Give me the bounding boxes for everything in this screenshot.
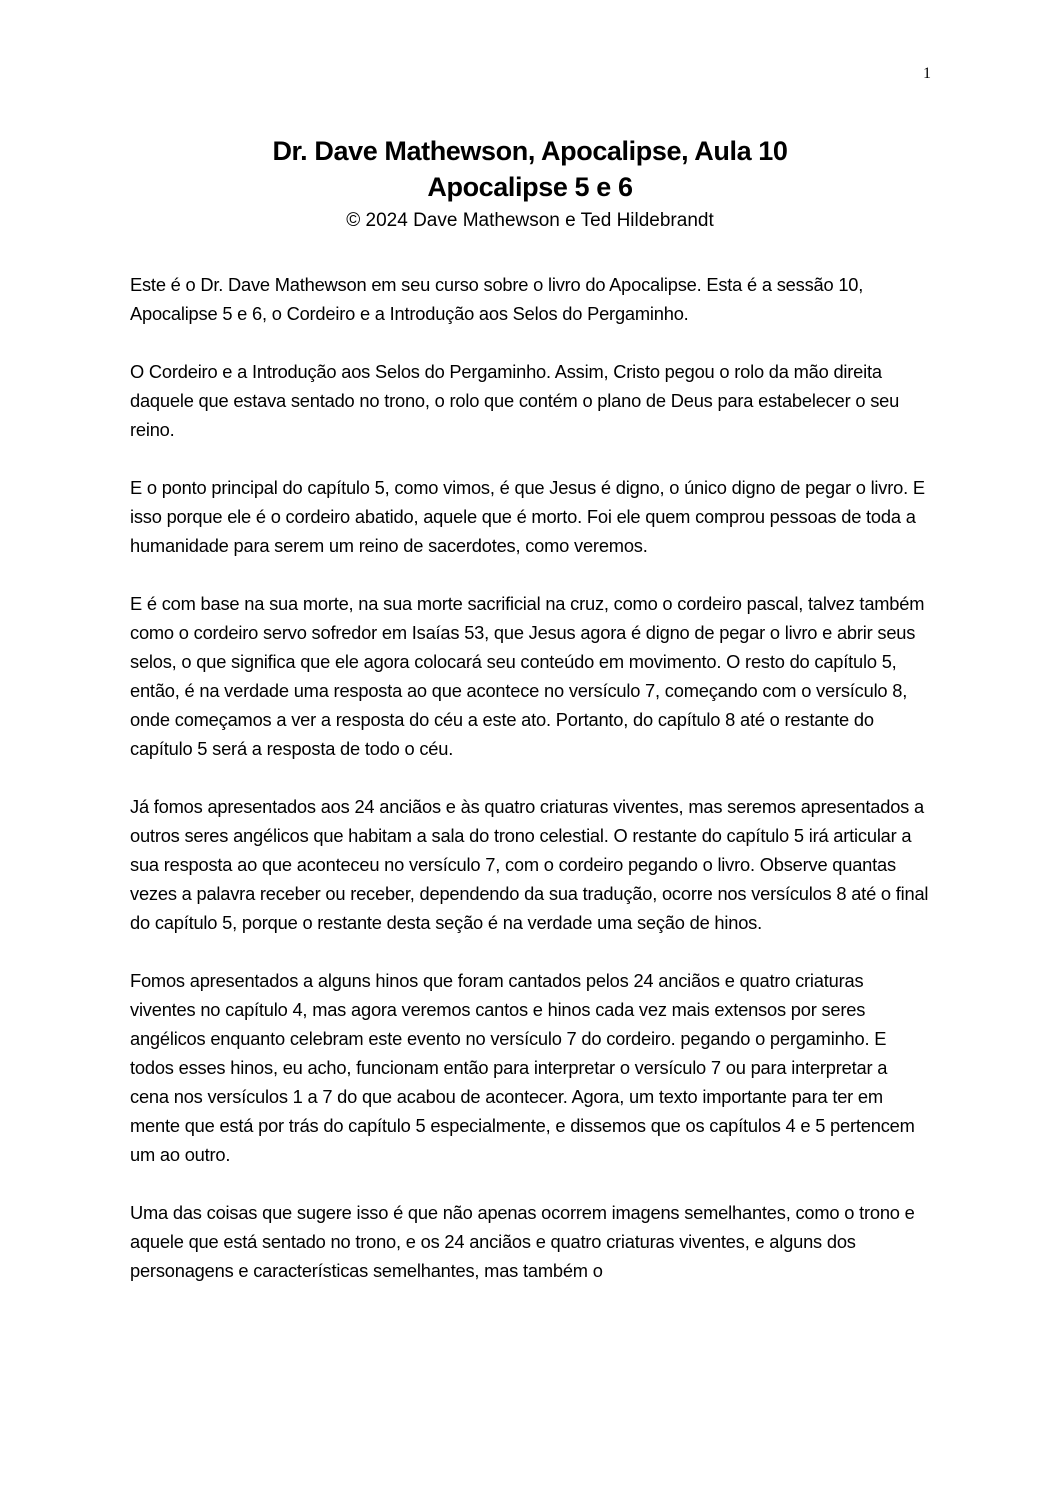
paragraph: Já fomos apresentados aos 24 anciãos e às quatro criaturas viventes, mas seremos apresentados a outros seres angélicos que habitam a sala do trono celestial. O restante do capítulo 5 irá articular a sua resposta ao que aconteceu no versículo 7, com o cordeiro pegando o livro. Observe quantas vezes a palavra receber ou receber, dependendo da sua tradução, ocorre nos versículos 8 até o final do capítulo 5, porque o restante desta seção é na verdade uma seção de hinos. <box>130 796 929 933</box>
copyright-line: © 2024 Dave Mathewson e Ted Hildebrandt <box>346 210 714 231</box>
paragraph: Fomos apresentados a alguns hinos que foram cantados pelos 24 anciãos e quatro criaturas viventes no capítulo 4, mas agora veremos cantos e hinos cada vez mais extensos por seres angélicos enquanto celebram este evento no versículo 7 do cordeiro. pegando o pergaminho. E todos esses hinos, eu acho, funcionam então para interpretar o versículo 7 ou para interpretar a cena nos versículos 1 a 7 do que acabou de acontecer. Agora, um texto importante para ter em mente que está por trás do capítulo 5 especialmente, e dissemos que os capítulos 4 e 5 pertencem um ao outro. <box>130 970 915 1165</box>
paragraph: E é com base na sua morte, na sua morte sacrificial na cruz, como o cordeiro pascal, talvez também como o cordeiro servo sofredor em Isaías 53, que Jesus agora é digno de pegar o livro e abrir seus selos, o que significa que ele agora colocará seu conteúdo em movimento. O resto do capítulo 5, então, é na verdade uma resposta ao que acontece no versículo 7, começando com o versículo 8, onde começamos a ver a resposta do céu a este ato. Portanto, do capítulo 8 até o restante do capítulo 5 será a resposta de todo o céu. <box>130 593 925 759</box>
document-title: Dr. Dave Mathewson, Apocalipse, Aula 10 <box>272 136 788 166</box>
page-number: 1 <box>923 65 931 82</box>
paragraph: Este é o Dr. Dave Mathewson em seu curso sobre o livro do Apocalipse. Esta é a sessão 10, Apocalipse 5 e 6, o Cordeiro e a Introdução aos Selos do Pergaminho. <box>130 274 864 324</box>
paragraph: E o ponto principal do capítulo 5, como vimos, é que Jesus é digno, o único digno de pegar o livro. E isso porque ele é o cordeiro abatido, aquele que é morto. Foi ele quem comprou pessoas de toda a humanidade para serem um reino de sacerdotes, como veremos. <box>130 477 925 556</box>
document-subtitle: Apocalipse 5 e 6 <box>427 172 633 202</box>
paragraph: Uma das coisas que sugere isso é que não apenas ocorrem imagens semelhantes, como o trono e aquele que está sentado no trono, e os 24 anciãos e quatro criaturas viventes, e alguns dos personagens e características semelhantes, mas também o <box>130 1202 915 1281</box>
document-header <box>130 133 930 234</box>
document-body <box>130 270 930 1314</box>
paragraph: O Cordeiro e a Introdução aos Selos do Pergaminho. Assim, Cristo pegou o rolo da mão direita daquele que estava sentado no trono, o rolo que contém o plano de Deus para estabelecer o seu reino. <box>130 361 900 440</box>
